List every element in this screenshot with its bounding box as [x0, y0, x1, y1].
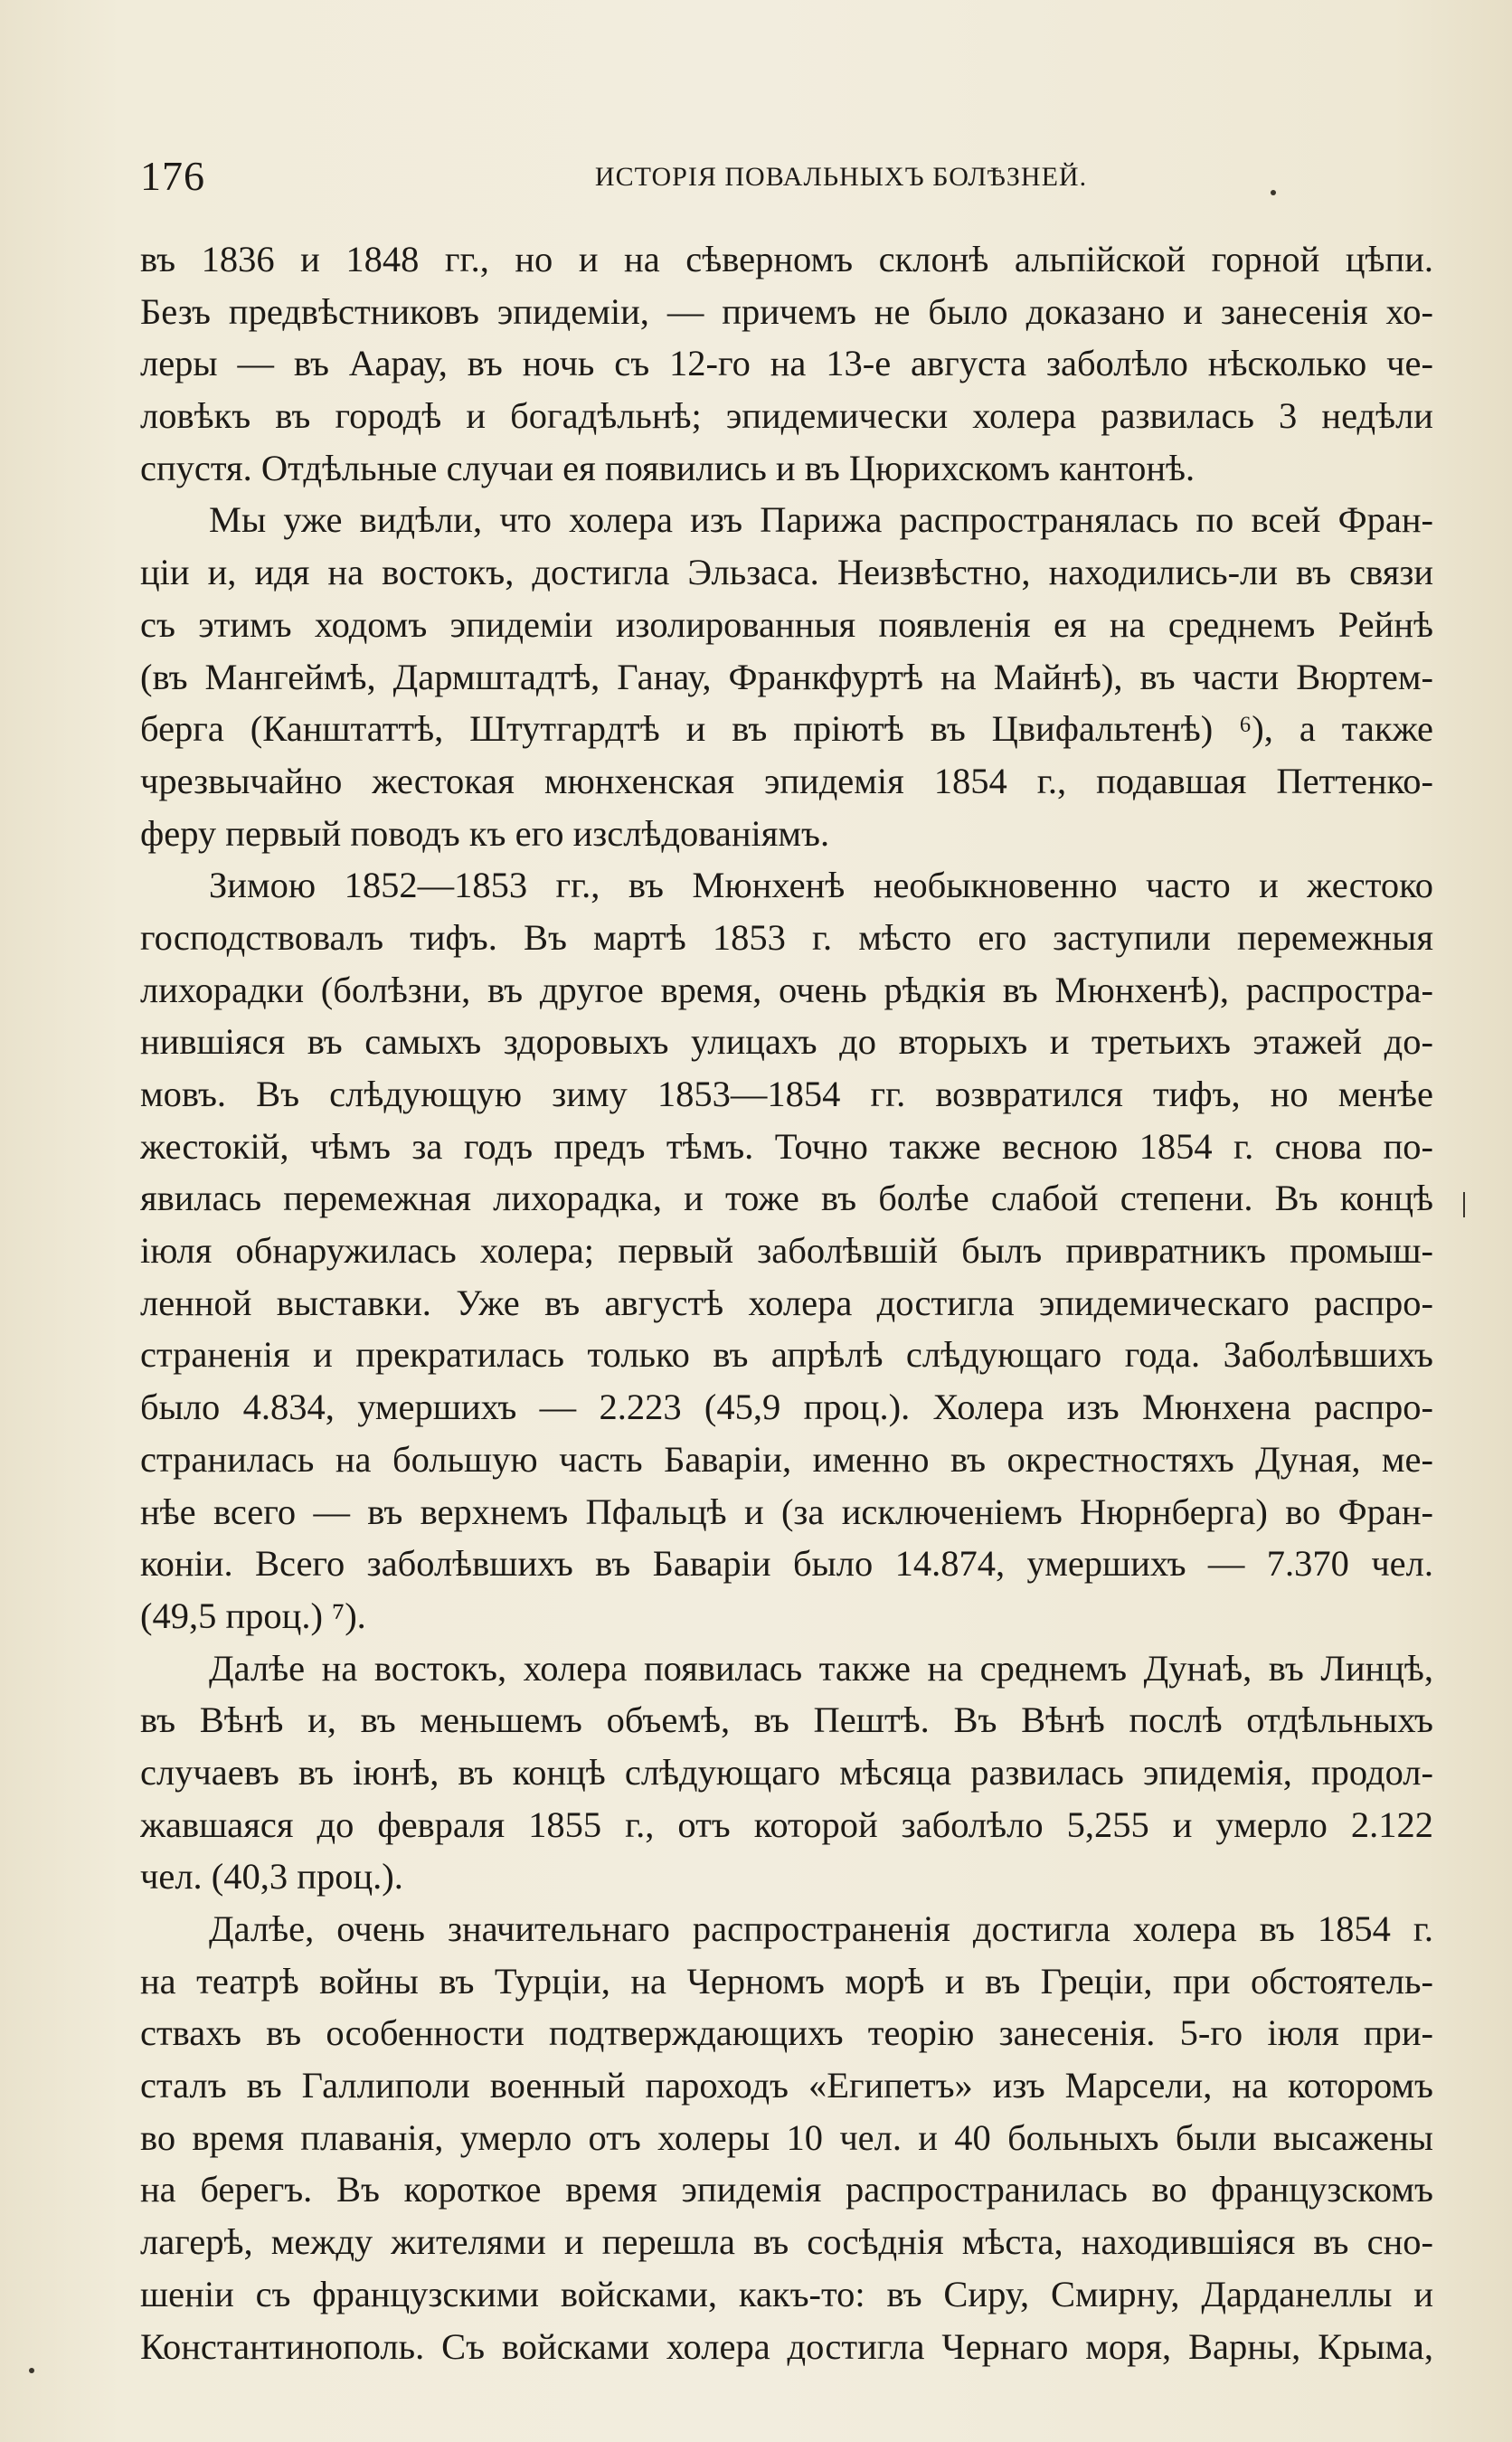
text-line: въ Вѣнѣ и, въ меньшемъ объемѣ, въ Пештѣ. Въ Вѣнѣ послѣ отдѣльныхъ	[140, 1699, 1433, 1741]
text-line: ловѣкъ въ городѣ и богадѣльнѣ; эпидемически холера развилась 3 недѣли	[140, 395, 1433, 437]
margin-dot	[1271, 190, 1276, 195]
text-line: лихорадки (болѣзни, въ другое время, очень рѣдкія въ Мюнхенѣ), распростра-	[140, 969, 1433, 1010]
text-line: спустя. Отдѣльные случаи ея появились и въ Цюрихскомъ кантонѣ.	[140, 447, 1195, 488]
text-line: во время плаванія, умерло отъ холеры 10 чел. и 40 больныхъ были высажены	[140, 2116, 1433, 2158]
text-line: на берегъ. Въ короткое время эпидемія распространилась во французскомъ	[140, 2169, 1433, 2210]
text-line: чел. (40,3 проц.).	[140, 1856, 403, 1898]
margin-tick	[1463, 1192, 1465, 1217]
body-text	[140, 233, 1433, 2372]
text-line: берга (Канштаттѣ, Штутгардтѣ и въ пріютѣ въ Цвифальтенѣ) ⁶), а также	[140, 708, 1433, 750]
text-line: ствахъ въ особенности подтверждающихъ теорію занесенія. 5-го іюля при-	[140, 2012, 1433, 2054]
text-line: въ 1836 и 1848 гг., но и на сѣверномъ склонѣ альпійской горной цѣпи.	[140, 239, 1433, 279]
text-line: коніи. Всего заболѣвшихъ въ Баваріи было 14.874, умершихъ — 7.370 чел.	[140, 1543, 1433, 1585]
text-line: съ этимъ ходомъ эпидеміи изолированныя появленія ея на среднемъ Рейнѣ	[140, 603, 1433, 645]
text-line: чрезвычайно жестокая мюнхенская эпидемія 1854 г., подавшая Петтенко-	[140, 760, 1433, 801]
text-line: мовъ. Въ слѣдующую зиму 1853—1854 гг. возвратился тифъ, но менѣе	[140, 1074, 1433, 1114]
text-line: лагерѣ, между жителями и перешла въ сосѣднія мѣста, находившіяся въ сно-	[140, 2221, 1433, 2263]
text-line: іюля обнаружилась холера; первый заболѣвшій былъ привратникъ промыш-	[140, 1230, 1433, 1272]
text-line: было 4.834, умершихъ — 2.223 (45,9 проц.). Холера изъ Мюнхена распро-	[140, 1387, 1433, 1428]
text-line: страненія и прекратилась только въ апрѣлѣ слѣдующаго года. Заболѣвшихъ	[140, 1334, 1433, 1376]
text-line: ціи и, идя на востокъ, достигла Эльзаса. Неизвѣстно, находились-ли въ связи	[140, 552, 1433, 593]
text-line: сталъ въ Галлиполи военный пароходъ «Египетъ» изъ Марсели, на которомъ	[140, 2065, 1433, 2106]
text-line: случаевъ въ іюнѣ, въ концѣ слѣдующаго мѣсяца развилась эпидемія, продол-	[140, 1751, 1433, 1793]
text-line: (49,5 проц.) ⁷).	[140, 1595, 366, 1636]
text-line: Мы уже видѣли, что холера изъ Парижа распространялась по всей Фран-	[209, 499, 1433, 541]
text-line: жестокій, чѣмъ за годъ предъ тѣмъ. Точно также весною 1854 г. снова по-	[140, 1125, 1433, 1167]
text-line: странилась на большую часть Баваріи, именно въ окрестностяхъ Дуная, ме-	[140, 1438, 1433, 1480]
text-line: Константинополь. Съ войсками холера достигла Чернаго моря, Варны, Крыма,	[140, 2325, 1433, 2367]
text-line: феру первый поводъ къ его изслѣдованіямъ.	[140, 812, 830, 854]
text-line: Безъ предвѣстниковъ эпидеміи, — причемъ не было доказано и занесенія хо-	[140, 290, 1433, 332]
text-line: ленной выставки. Уже въ августѣ холера достигла эпидемическаго распро-	[140, 1282, 1433, 1323]
text-line: явилась перемежная лихорадка, и тоже въ болѣе слабой степени. Въ концѣ	[140, 1178, 1433, 1219]
text-line: нившіяся въ самыхъ здоровыхъ улицахъ до вторыхъ и третьихъ этажей до-	[140, 1021, 1433, 1063]
text-line: леры — въ Аарау, въ ночь съ 12-го на 13-е августа заболѣло нѣсколько че-	[140, 343, 1433, 384]
text-line: на театрѣ войны въ Турціи, на Черномъ морѣ и въ Греціи, при обстоятель-	[140, 1960, 1433, 2002]
text-line: жавшаяся до февраля 1855 г., отъ которой заболѣло 5,255 и умерло 2.122	[140, 1803, 1433, 1845]
text-line: Зимою 1852—1853 гг., въ Мюнхенѣ необыкновенно часто и жестоко	[209, 865, 1433, 906]
text-line: шеніи съ французскими войсками, какъ-то: въ Сиру, Смирну, Дарданеллы и	[140, 2273, 1433, 2314]
margin-dot	[29, 2368, 34, 2373]
text-line: нѣе всего — въ верхнемъ Пфальцѣ и (за исключеніемъ Нюрнберга) во Фран-	[140, 1491, 1433, 1532]
text-line: (въ Мангеймѣ, Дармштадтѣ, Ганау, Франкфуртѣ на Майнѣ), въ части Вюртем-	[140, 656, 1433, 697]
running-title: ИСТОРІЯ ПОВАЛЬНЫХЪ БОЛѢЗНЕЙ.	[594, 162, 1088, 192]
text-line: Далѣе на востокъ, холера появилась также на среднемъ Дунаѣ, въ Линцѣ,	[209, 1647, 1433, 1689]
page-header	[140, 149, 1433, 204]
text-line: господствовалъ тифъ. Въ мартѣ 1853 г. мѣсто его заступили перемежныя	[140, 916, 1433, 958]
text-line: Далѣе, очень значительнаго распространенія достигла холера въ 1854 г.	[209, 1908, 1433, 1949]
page-number: 176	[140, 153, 205, 199]
